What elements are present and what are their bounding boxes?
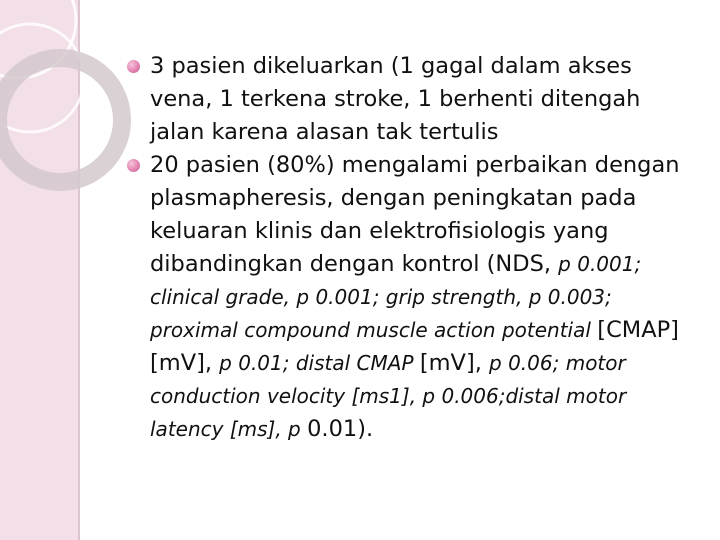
bullet-text-1: 3 pasien dikeluarkan (1 gagal dalam akses vena, 1 terkena stroke, 1 berhenti ditengah jalan karena alasan tak tertulis — [150, 53, 641, 145]
bullet-item-2 — [128, 149, 688, 446]
bullet-text-2c: [CMAP] [mV], — [150, 317, 679, 376]
bullet-text-2a: 20 pasien (80%) mengalami perbaikan dengan plasmapheresis, dengan peningkatan pada keluaran klinis dan elektrofisiologis yang dibandingkan dengan kontrol (NDS, — [150, 152, 680, 277]
bullet-text-2g: 0.01). — [307, 416, 374, 442]
left-divider-line — [78, 0, 80, 540]
slide-content — [128, 50, 688, 446]
left-decorative-band — [0, 0, 78, 540]
bullet-text-2f: p 0.06; motor conduction velocity [ms1], p 0.006;distal motor latency [ms], p — [150, 351, 627, 441]
bullet-text-2d: p 0.01; distal CMAP — [219, 351, 420, 375]
bullet-dot-icon — [127, 60, 140, 73]
bullet-dot-icon — [127, 159, 140, 172]
bullet-text-2e: [mV], — [419, 350, 490, 376]
bullet-item-1 — [128, 50, 688, 149]
bullet-text-2b: p 0.001; clinical grade, p 0.001; grip strength, p 0.003; proximal compound muscle action potential — [150, 252, 642, 342]
